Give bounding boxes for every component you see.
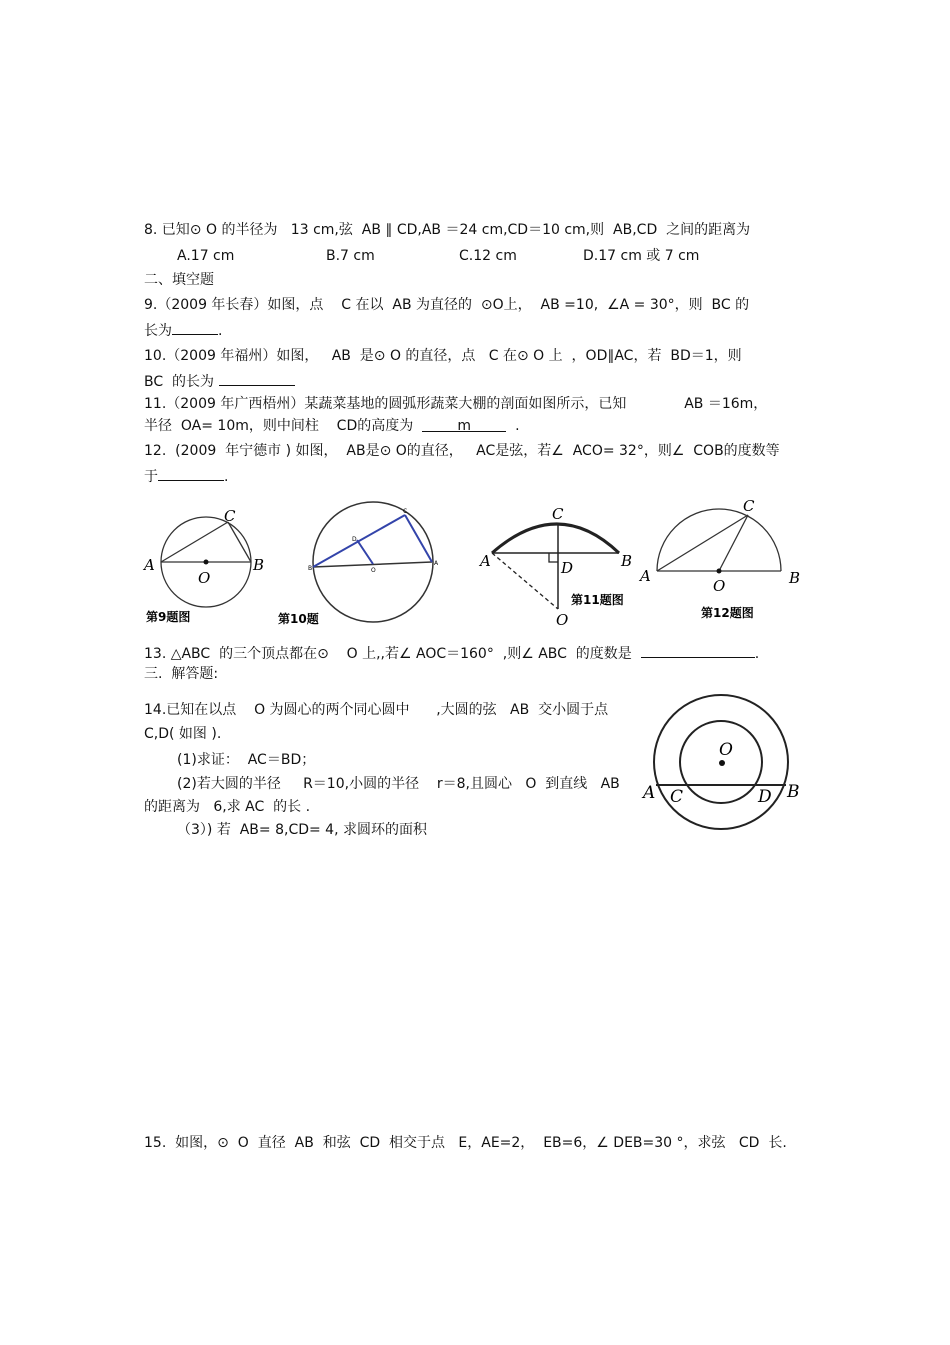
q12-line1: 12. (2009 年宁德市 ) 如图， AB是⊙ O的直径， AC是弦，若∠ ACO= 32°，则∠ COB的度数等 <box>144 443 780 459</box>
fig14-center-dot <box>719 760 725 766</box>
fig14-label-b: B <box>787 782 800 802</box>
fig11-label-c: C <box>552 505 564 523</box>
fig11-caption: 第11题图 <box>571 593 624 607</box>
section-answer-heading: 三. 解答题: <box>144 666 219 682</box>
fig9-chord-ac <box>161 522 228 562</box>
q14-part3: （3）) 若 AB= 8,CD= 4, 求圆环的面积 <box>177 822 427 838</box>
fig9-label-b: B <box>253 556 265 574</box>
fig9-chord-bc <box>228 522 251 562</box>
fig11-label-o: O <box>556 611 569 629</box>
fig14-label-c: C <box>670 787 684 807</box>
q13-answer-blank[interactable] <box>641 643 755 658</box>
q8-option-c: C.12 cm <box>459 248 517 264</box>
fig10-label-c: C <box>403 508 408 515</box>
q11-answer-blank[interactable]: m <box>422 417 506 432</box>
fig14-label-o: O <box>719 740 733 760</box>
q11-line2: 半径 OA= 10m，则中间柱 CD的高度为 m . <box>144 418 520 434</box>
q11-line1: 11.（2009 年广西梧州）某蔬菜基地的圆弧形蔬菜大棚的剖面如图所示，已知 AB ＝16m， <box>144 396 768 412</box>
q8-option-d: D.17 cm 或 7 cm <box>583 248 700 264</box>
q9-line1: 9.（2009 年长春）如图，点 C 在以 AB 为直径的 ⊙O上， AB =10, ∠A = 30°，则 BC 的 <box>144 297 750 313</box>
fig9-center-dot <box>204 560 209 565</box>
fig9-label-a: A <box>144 556 155 574</box>
fig10-label-a: A <box>434 560 439 567</box>
fig10-label-d: D <box>352 536 357 543</box>
q10-line1: 10.（2009 年福州）如图， AB 是⊙ O 的直径，点 C 在⊙ O 上 ，OD∥AC，若 BD＝1，则 <box>144 348 742 364</box>
fig10-segment-od <box>357 540 373 564</box>
fig11-radius-oa <box>492 553 558 609</box>
fig9-label-c: C <box>224 507 236 525</box>
q9-line2: 长为 . <box>144 320 222 340</box>
figure-14 <box>641 695 800 829</box>
fig10-label-o: O <box>371 567 376 574</box>
fig11-right-angle-mark <box>549 553 558 562</box>
q10-line2: BC 的长为 <box>144 371 295 391</box>
fig12-center-dot <box>717 569 722 574</box>
fig12-label-b: B <box>789 569 801 587</box>
q14-line1: 14.已知在以点 O 为圆心的两个同心圆中 ,大圆的弦 AB 交小圆于点 <box>144 702 609 718</box>
q8-option-b: B.7 cm <box>326 248 375 264</box>
fig9-caption: 第9题图 <box>146 610 191 624</box>
fig12-caption: 第12题图 <box>701 606 754 620</box>
fig11-arc <box>492 524 619 553</box>
figure-11 <box>478 505 632 629</box>
fig9-label-o: O <box>198 569 211 587</box>
q14-line2: C,D( 如图 ). <box>144 726 222 742</box>
figure-12 <box>638 497 800 620</box>
fig12-chord-ac <box>657 515 748 571</box>
q8-option-a: A.17 cm <box>177 248 235 264</box>
q15-text: 15. 如图，⊙ O 直径 AB 和弦 CD 相交于点 E，AE=2， EB=6，∠ DEB=30 °，求弦 CD 长. <box>144 1135 787 1151</box>
fig10-caption: 第10题 <box>278 612 319 626</box>
fig12-label-o: O <box>713 577 726 595</box>
q14-part1: (1)求证： AC＝BD； <box>177 752 316 768</box>
fig10-label-b: B <box>308 565 313 572</box>
q14-part2: (2)若大圆的半径 R＝10,小圆的半径 r＝8,且圆心 O 到直线 AB <box>177 776 620 792</box>
fig11-label-b: B <box>621 552 633 570</box>
fig12-label-a: A <box>640 567 651 585</box>
fig11-label-a: A <box>480 552 491 570</box>
fig12-label-c: C <box>743 497 755 515</box>
fig14-label-d: D <box>758 787 772 807</box>
q14-part2-cont: 的距离为 6,求 AC 的长 . <box>144 799 311 815</box>
fig12-semicircle <box>657 509 781 571</box>
figure-10 <box>278 502 439 626</box>
fig14-label-a: A <box>643 783 656 803</box>
figure-9 <box>142 507 264 624</box>
q12-line2: 于 . <box>144 466 228 486</box>
q8-stem: 8. 已知⊙ O 的半径为 13 cm,弦 AB ∥ CD,AB ＝24 cm,CD＝10 cm,则 AB,CD 之间的距离为 <box>144 222 751 238</box>
q13-text: 13. △ABC 的三个顶点都在⊙ O 上,,若∠ AOC＝160° ,则∠ ABC 的度数是 . <box>144 643 759 663</box>
section-fill-in-heading: 二、填空题 <box>144 272 214 288</box>
fig11-label-d: D <box>561 559 574 577</box>
